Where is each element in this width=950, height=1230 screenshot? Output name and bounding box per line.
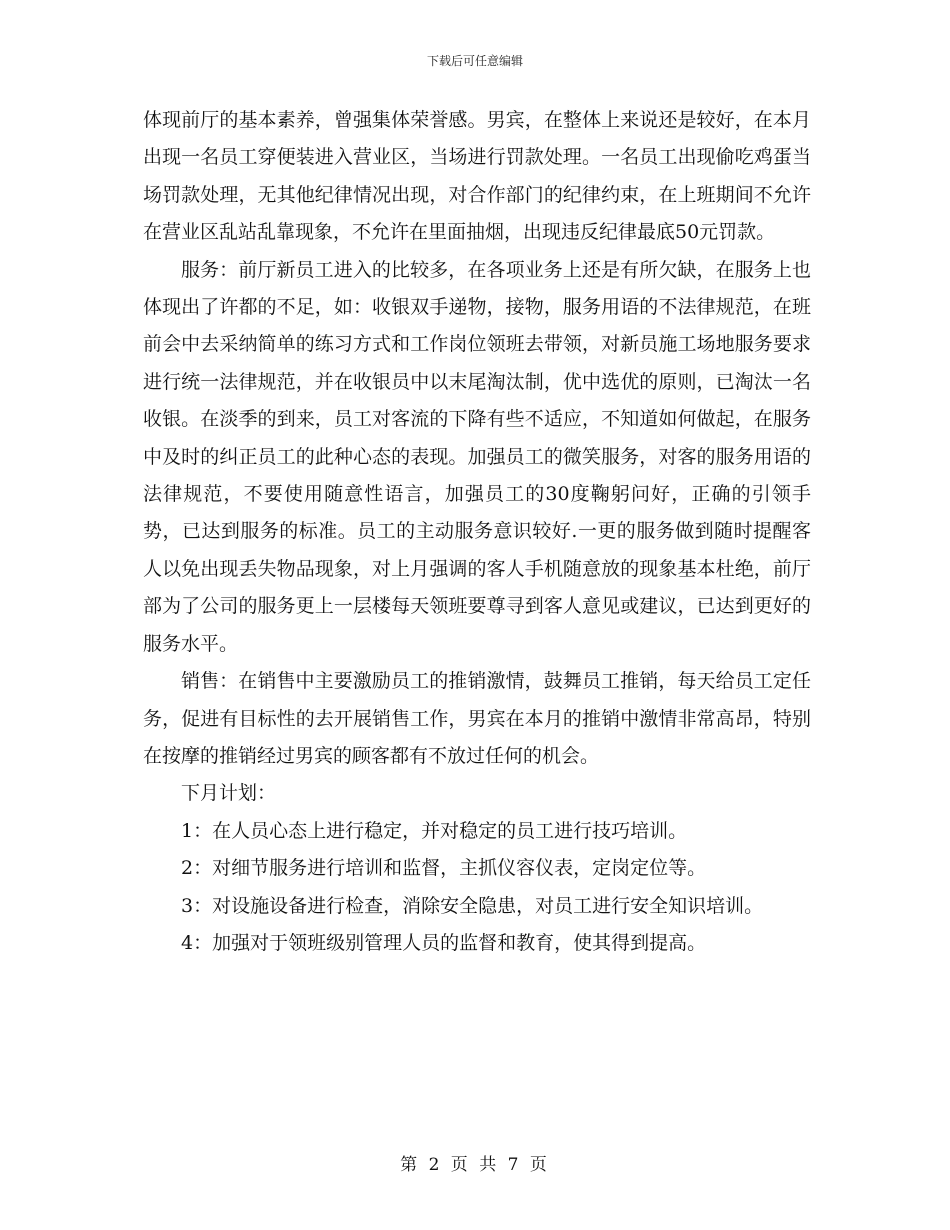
plan-item-2: 2：对细节服务进行培训和监督，主抓仪容仪表，定岗定位等。 <box>181 857 707 880</box>
document-body <box>143 102 811 962</box>
paragraph-service: 服务：前厅新员工进入的比较多，在各项业务上还是有所欠缺，在服务上也体现出了许都的不足，如：收银双手递物，接物，服务用语的不法律规范，在班前会中去采纳简单的练习方式和工作岗位领班去带领，对新员施工场地服务要求进行统一法律规范，并在收银员中以末尾淘汰制，优中选优的原则，已淘汰一名收银。在淡季的到来，员工对客流的下降有些不适应，不知道如何做起，在服务中及时的纠正员工的此种心态的表现。加强员工的微笑服务，对客的服务用语的法律规范，不要使用随意性语言，加强员工的30度鞠躬问好，正确的引领手势，已达到服务的标准。员工的主动服务意识较好.一更的服务做到随时提醒客人以免出现丢失物品现象，对上月强调的客人手机随意放的现象基本杜绝，前厅部为了公司的服务更上一层楼每天领班要尊寻到客人意见或建议，已达到更好的服务水平。 <box>143 258 811 655</box>
paragraph-discipline: 体现前厅的基本素养，曾强集体荣誉感。男宾，在整体上来说还是较好，在本月出现一名员工穿便装进入营业区，当场进行罚款处理。一名员工出现偷吃鸡蛋当场罚款处理，无其他纪律情况出现，对合作部门的纪律约束，在上班期间不允许在营业区乱站乱靠现象，不允许在里面抽烟，出现违反纪律最底50元罚款。 <box>143 109 811 244</box>
plan-item-4: 4：加强对于领班级别管理人员的监督和教育，使其得到提高。 <box>181 931 707 954</box>
plan-item-3: 3：对设施设备进行检查，消除安全隐患，对员工进行安全知识培训。 <box>181 894 764 917</box>
page-header: 下载后可任意编辑 <box>426 54 523 68</box>
next-month-plan-heading: 下月计划： <box>181 782 277 805</box>
plan-item-1: 1：在人员心态上进行稳定，并对稳定的员工进行技巧培训。 <box>181 819 688 842</box>
page-number: 第 2 页 共 7 页 <box>400 1155 550 1175</box>
paragraph-sales: 销售：在销售中主要激励员工的推销激情，鼓舞员工推销，每天给员工定任务，促进有目标性的去开展销售工作，男宾在本月的推销中激情非常高昂，特别在按摩的推销经过男宾的顾客都有不放过任何的机会。 <box>143 670 811 767</box>
